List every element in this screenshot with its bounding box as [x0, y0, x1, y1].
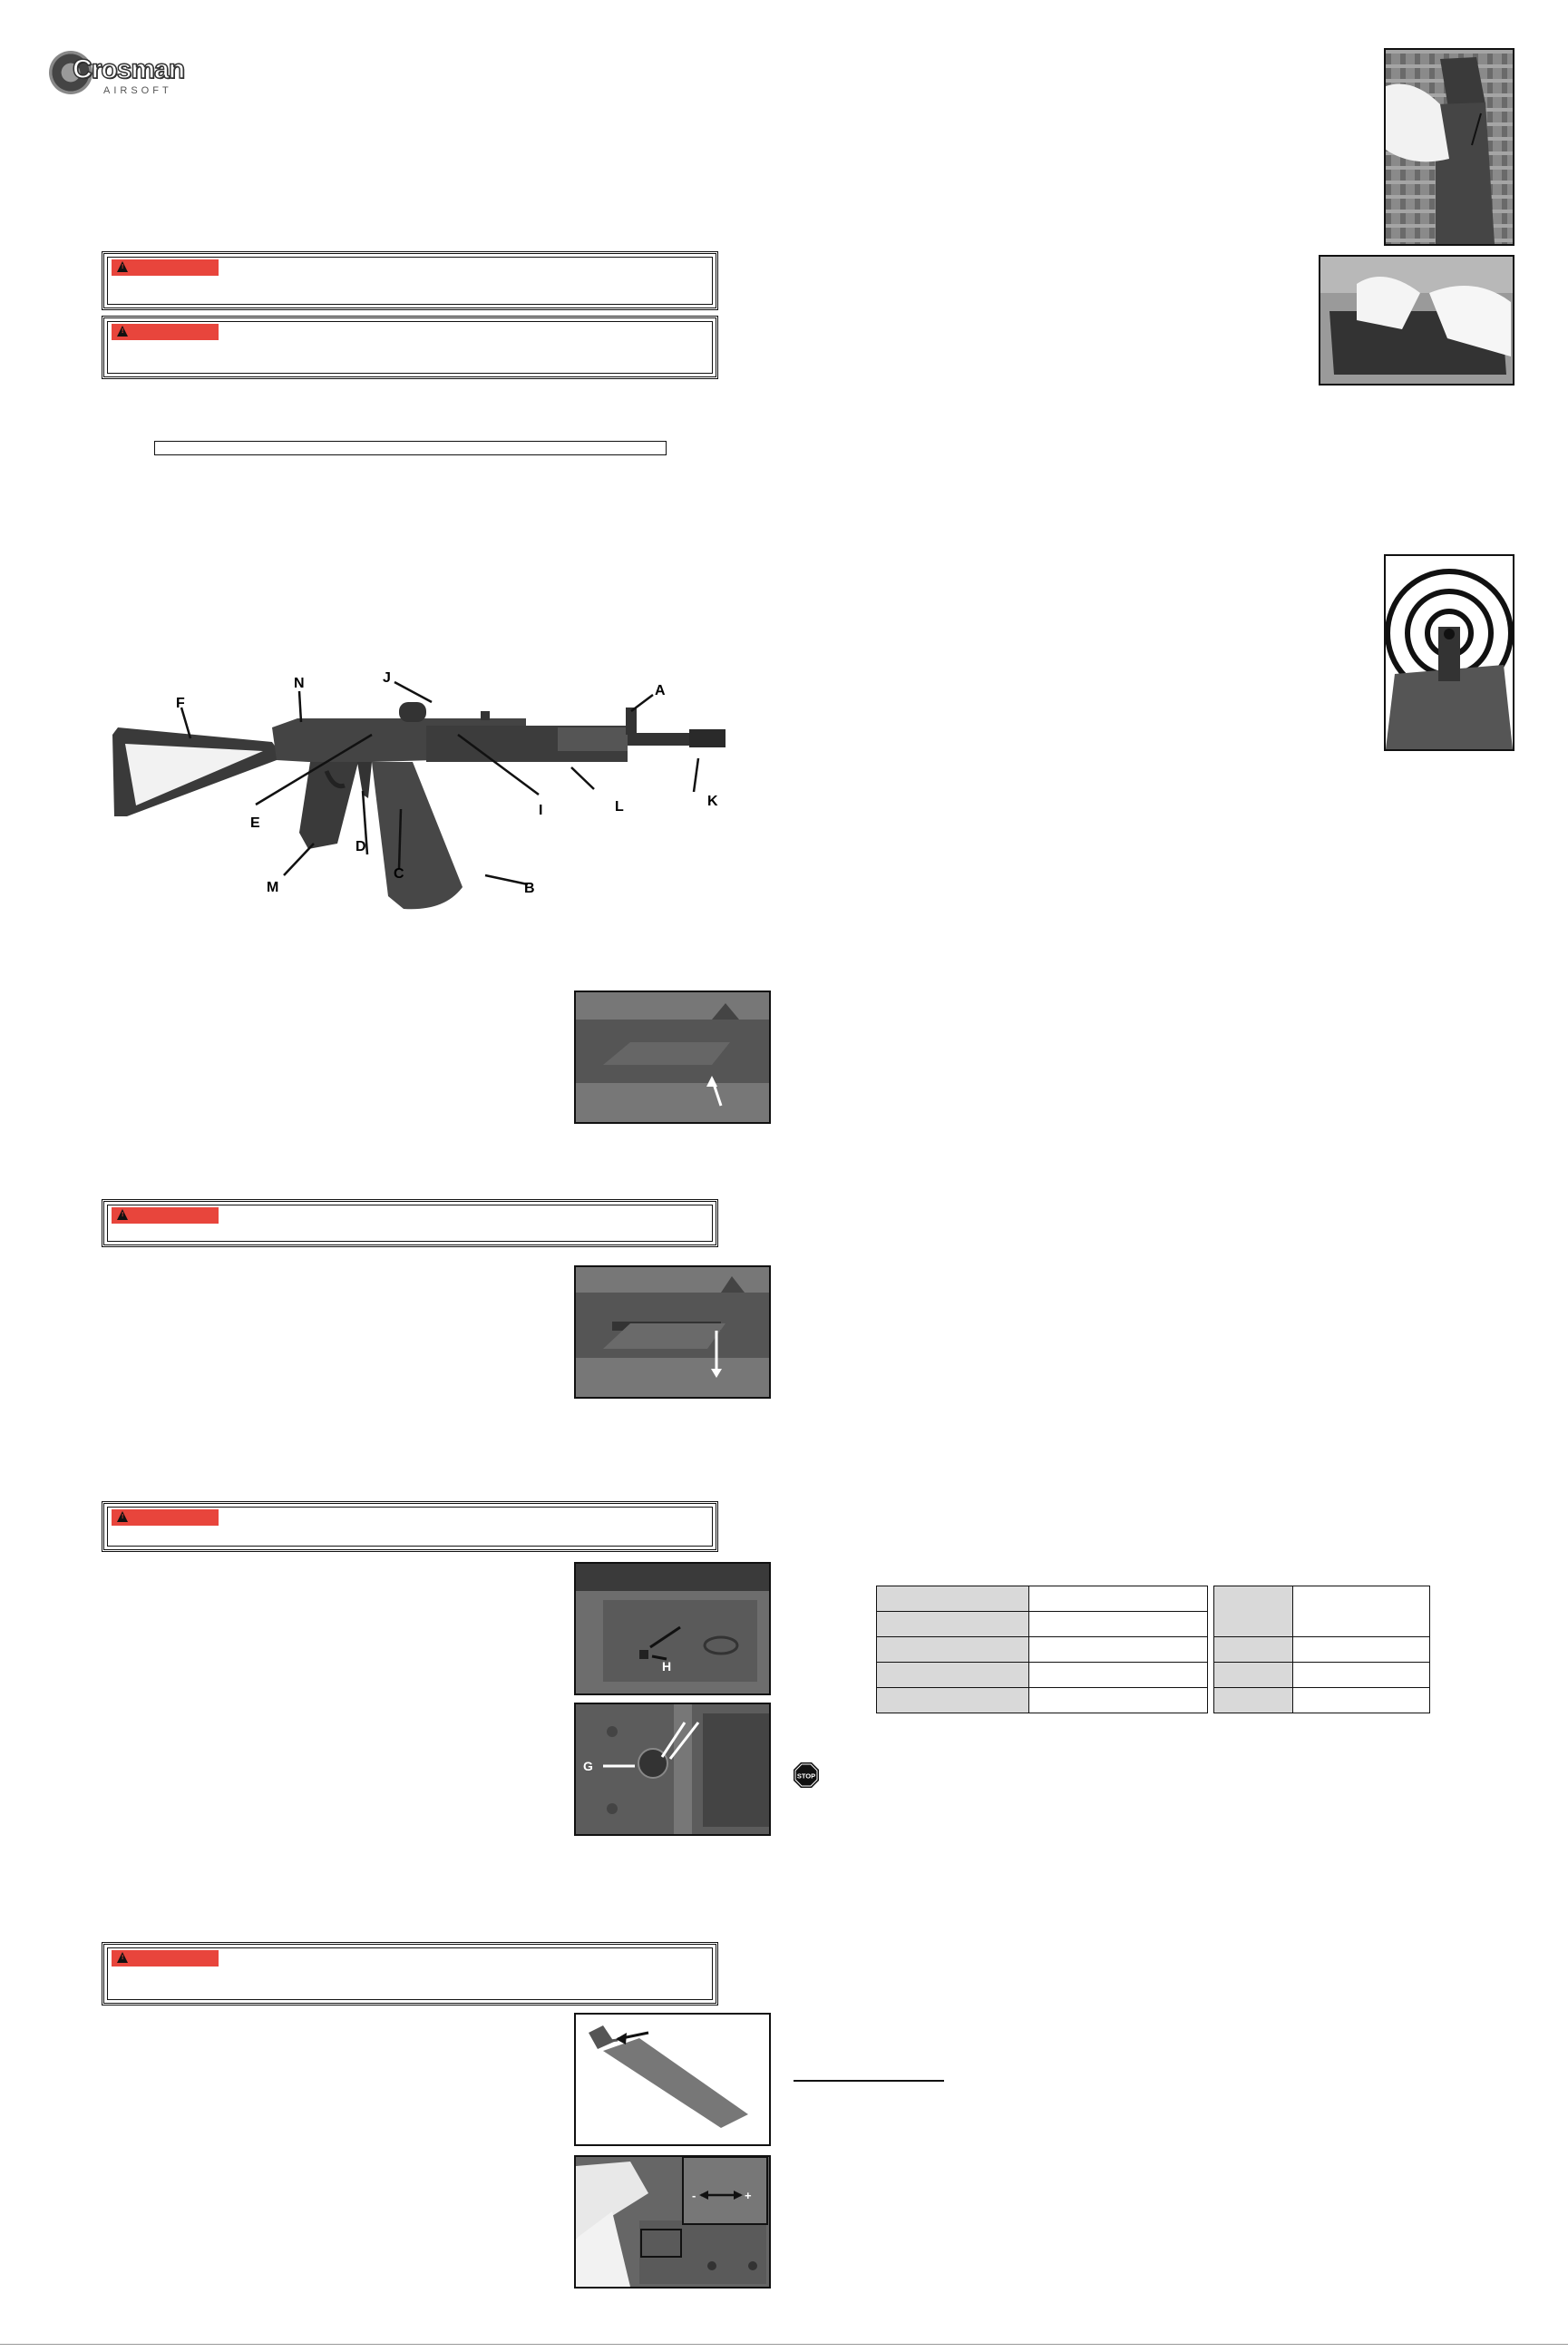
callout-label-i: I — [539, 803, 543, 818]
photo-slide-back — [574, 1265, 771, 1399]
photo-label-minus: - — [692, 2189, 696, 2202]
warning-triangle-icon: ! — [117, 261, 128, 272]
warning-box-4 — [102, 1501, 718, 1552]
callout-label-d: D — [355, 839, 366, 854]
callout-label-k: K — [707, 794, 718, 809]
logo-subtitle: AIRSOFT — [103, 85, 172, 96]
spec-table — [876, 1586, 1430, 1713]
warning-box-1 — [102, 251, 718, 310]
callout-label-l: L — [615, 799, 624, 815]
warning-box-2 — [102, 316, 718, 379]
photo-label-h: H — [662, 1659, 672, 1674]
photo-sight-target — [1384, 554, 1514, 751]
photo-hopup-unit — [574, 2013, 771, 2146]
warning-flag — [112, 1509, 219, 1526]
warning-box-3 — [102, 1199, 718, 1247]
callout-label-c: C — [394, 866, 404, 882]
warning-box-5 — [102, 1942, 718, 2006]
warning-triangle-icon: ! — [117, 1511, 128, 1522]
notice-box — [154, 441, 667, 455]
callout-label-m: M — [267, 880, 279, 895]
warning-triangle-icon: ! — [117, 326, 128, 337]
callout-label-b: B — [524, 881, 535, 896]
warning-triangle-icon: ! — [117, 1209, 128, 1220]
warning-flag — [112, 1207, 219, 1224]
photo-loading-bbs — [1319, 255, 1514, 385]
signature-line — [794, 2080, 944, 2082]
callout-label-n: N — [294, 676, 305, 691]
callout-label-j: J — [383, 671, 391, 686]
photo-label-g: G — [583, 1759, 593, 1773]
photo-safety-h — [574, 1562, 771, 1695]
photo-label-plus: + — [745, 2189, 752, 2202]
page-bottom-rule — [0, 2344, 1568, 2345]
photo-adjust — [574, 2155, 771, 2289]
warning-triangle-icon: ! — [117, 1952, 128, 1963]
photo-charging-handle — [574, 991, 771, 1124]
warning-flag — [112, 1950, 219, 1967]
warning-flag — [112, 324, 219, 340]
stop-sign-icon — [793, 1762, 820, 1789]
photo-hopup-g — [574, 1703, 771, 1836]
stop-sign-text: STOP — [796, 1771, 816, 1781]
crosman-logo — [47, 45, 183, 102]
callout-label-e: E — [250, 815, 260, 831]
callout-label-a: A — [655, 683, 666, 698]
photo-magazine-insert — [1384, 48, 1514, 246]
warning-flag — [112, 259, 219, 276]
callout-label-f: F — [176, 696, 185, 711]
logo-wordmark: Crosman — [73, 54, 185, 84]
rifle-diagram — [100, 671, 753, 925]
